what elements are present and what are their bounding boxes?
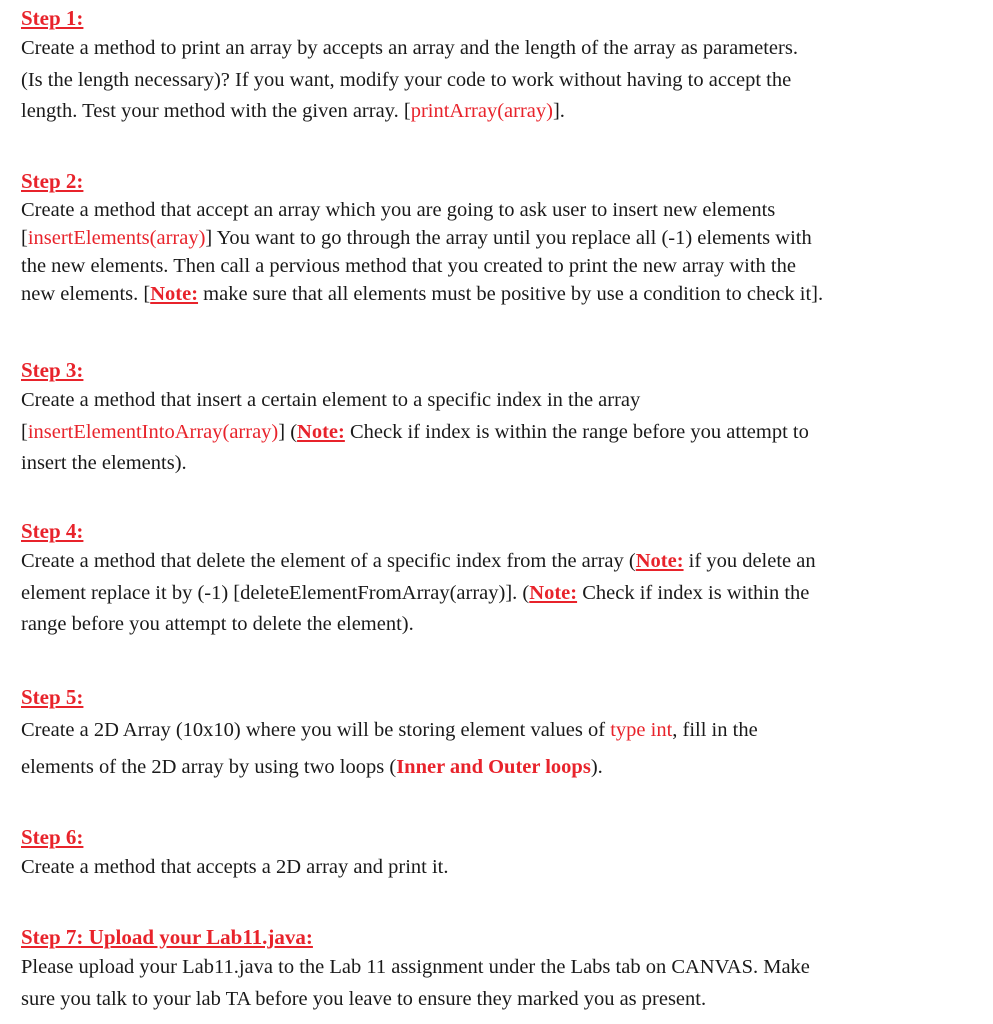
text-line: Create a method that delete the element of a specific index from the array (Note: if you delete an xyxy=(21,550,816,572)
note-label: Note: xyxy=(529,581,578,604)
step-6-section xyxy=(21,822,986,884)
step-4-heading: Step 4: xyxy=(21,519,84,543)
step-7-heading: Step 7: Upload your Lab11.java: xyxy=(21,925,313,949)
text-line: Create a method to print an array by accepts an array and the length of the array as parameters. xyxy=(21,37,798,59)
step-3-heading: Step 3: xyxy=(21,358,84,382)
step-4-body xyxy=(21,546,986,641)
type-int-label: type int xyxy=(610,719,673,741)
step-1-heading: Step 1: xyxy=(21,6,84,30)
step-6-heading: Step 6: xyxy=(21,825,84,849)
step-2-body xyxy=(21,196,986,308)
note-label: Note: xyxy=(297,420,345,443)
step-5-heading: Step 5: xyxy=(21,685,84,709)
text-line: Create a 2D Array (10x10) where you will be storing element values of type int, fill in the xyxy=(21,719,758,741)
text-line: insert the elements). xyxy=(21,452,187,474)
method-name-insert-elements: insertElements(array) xyxy=(27,227,206,249)
step-7-body xyxy=(21,952,986,1015)
method-name-print-array: printArray(array) xyxy=(410,100,553,122)
text-line: new elements. [Note: make sure that all elements must be positive by use a condition to check it]. xyxy=(21,283,824,305)
text-line: elements of the 2D array by using two loops (Inner and Outer loops). xyxy=(21,756,603,778)
text-line: (Is the length necessary)? If you want, modify your code to work without having to accept the xyxy=(21,68,792,91)
step-1-body xyxy=(21,33,986,128)
note-label: Note: xyxy=(150,283,199,305)
method-name-insert-element-into-array: insertElementIntoArray(array) xyxy=(27,420,279,443)
text-line: Please upload your Lab11.java to the Lab 11 assignment under the Labs tab on CANVAS. Make xyxy=(21,956,810,978)
step-1-section xyxy=(21,3,986,128)
text-line: range before you attempt to delete the element). xyxy=(21,613,414,635)
step-2-section xyxy=(21,166,986,308)
text-line: sure you talk to your lab TA before you leave to ensure they marked you as present. xyxy=(21,987,707,1010)
text-line: element replace it by (-1) [deleteElementFromArray(array)]. (Note: Check if index is within the xyxy=(21,581,810,604)
step-5-section xyxy=(21,682,986,786)
text-line: [insertElements(array)] You want to go through the array until you replace all (-1) elements with xyxy=(21,227,812,249)
text-line: [insertElementIntoArray(array)] (Note: Check if index is within the range before you attempt to xyxy=(21,420,809,443)
note-label: Note: xyxy=(635,550,684,572)
step-6-body xyxy=(21,852,986,884)
text-line: the new elements. Then call a pervious method that you created to print the new array with the xyxy=(21,255,796,277)
text-line: length. Test your method with the given array. [printArray(array)]. xyxy=(21,100,565,122)
step-2-heading: Step 2: xyxy=(21,169,84,193)
step-5-body xyxy=(21,712,986,786)
step-3-body xyxy=(21,385,986,480)
step-7-section xyxy=(21,922,986,1015)
step-4-section xyxy=(21,516,986,641)
text-line: Create a method that insert a certain element to a specific index in the array xyxy=(21,389,641,411)
inner-outer-loops-label: Inner and Outer loops xyxy=(396,756,591,778)
text-line: Create a method that accept an array which you are going to ask user to insert new elements xyxy=(21,199,776,221)
text-line: Create a method that accepts a 2D array and print it. xyxy=(21,856,449,878)
step-3-section xyxy=(21,355,986,480)
